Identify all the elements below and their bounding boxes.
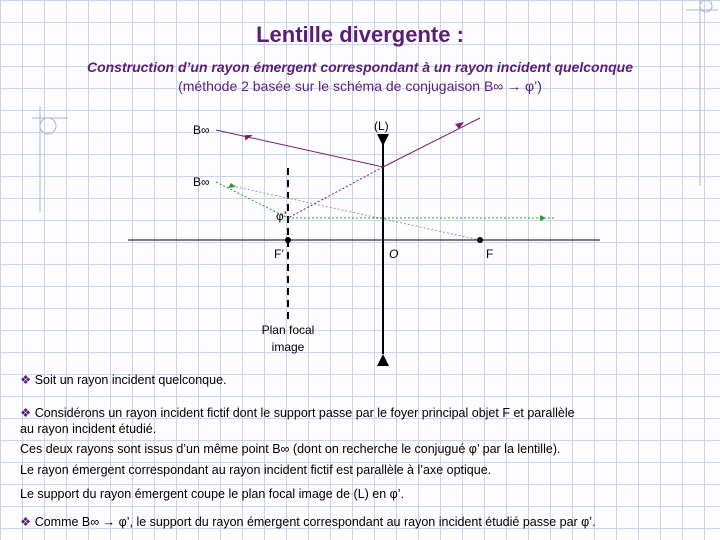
paragraph-5: Le support du rayon émergent coupe le plan focal image de (L) en φ’. (20, 487, 405, 501)
lens-top-arrowhead (377, 134, 389, 146)
page-title: Lentille divergente : (256, 22, 464, 47)
focal-object-label: F (486, 247, 494, 261)
paragraph-1-text: Soit un rayon incident quelconque. (34, 373, 227, 387)
paragraph-6 (20, 514, 596, 530)
fictive-incident-arrow (228, 183, 236, 188)
emergent-ray (383, 118, 480, 167)
center-label: O (389, 247, 399, 261)
ray2-label: B∞ (193, 175, 210, 189)
lens-label: (L) (374, 119, 389, 133)
focal-plane-label-line2: image (271, 340, 305, 354)
paragraph-3: Ces deux rayons sont issus d’un même point B∞ (dont on recherche le conjugué φ’ par la lentille). (20, 442, 561, 456)
emergent-ray-arrow (455, 122, 464, 129)
ray1-label: B∞ (193, 123, 210, 137)
bullet-icon: ❖ (20, 515, 32, 529)
paragraph-2-line-1: Considérons un rayon incident fictif dont le support passe par le foyer principal objet F et parallèle (34, 406, 575, 420)
paragraph-1 (20, 372, 227, 388)
fictive-emergent-arrow (540, 215, 546, 221)
bullet-icon: ❖ (20, 373, 32, 387)
paragraph-2-line-2: au rayon incident étudié. (20, 422, 157, 436)
lens-bottom-arrowhead (377, 354, 389, 366)
focal-plane-label-line1: Plan focal (261, 323, 315, 337)
focal-image-point (285, 237, 291, 243)
paragraph-2 (20, 405, 575, 437)
subtitle-line-1: Construction d’un rayon émergent correspondant à un rayon incident quelconque (86, 59, 634, 75)
emergent-ray-extension (288, 167, 383, 218)
phi-label: φ’ (276, 209, 287, 223)
incident-ray (216, 130, 383, 167)
paragraph-4: Le rayon émergent correspondant au rayon incident fictif est parallèle à l’axe optique. (20, 463, 492, 477)
subtitle-line-2: (méthode 2 basée sur le schéma de conjugaison B∞ → φ’) (178, 78, 542, 94)
construction-line-through-F (232, 186, 480, 240)
focal-image-label: F’ (274, 247, 284, 261)
paragraph-6-text: Comme B∞ → φ’, le support du rayon émergent correspondant au rayon incident étudié passe par φ’. (34, 515, 596, 529)
bullet-icon: ❖ (20, 406, 32, 420)
focal-object-point (477, 237, 483, 243)
